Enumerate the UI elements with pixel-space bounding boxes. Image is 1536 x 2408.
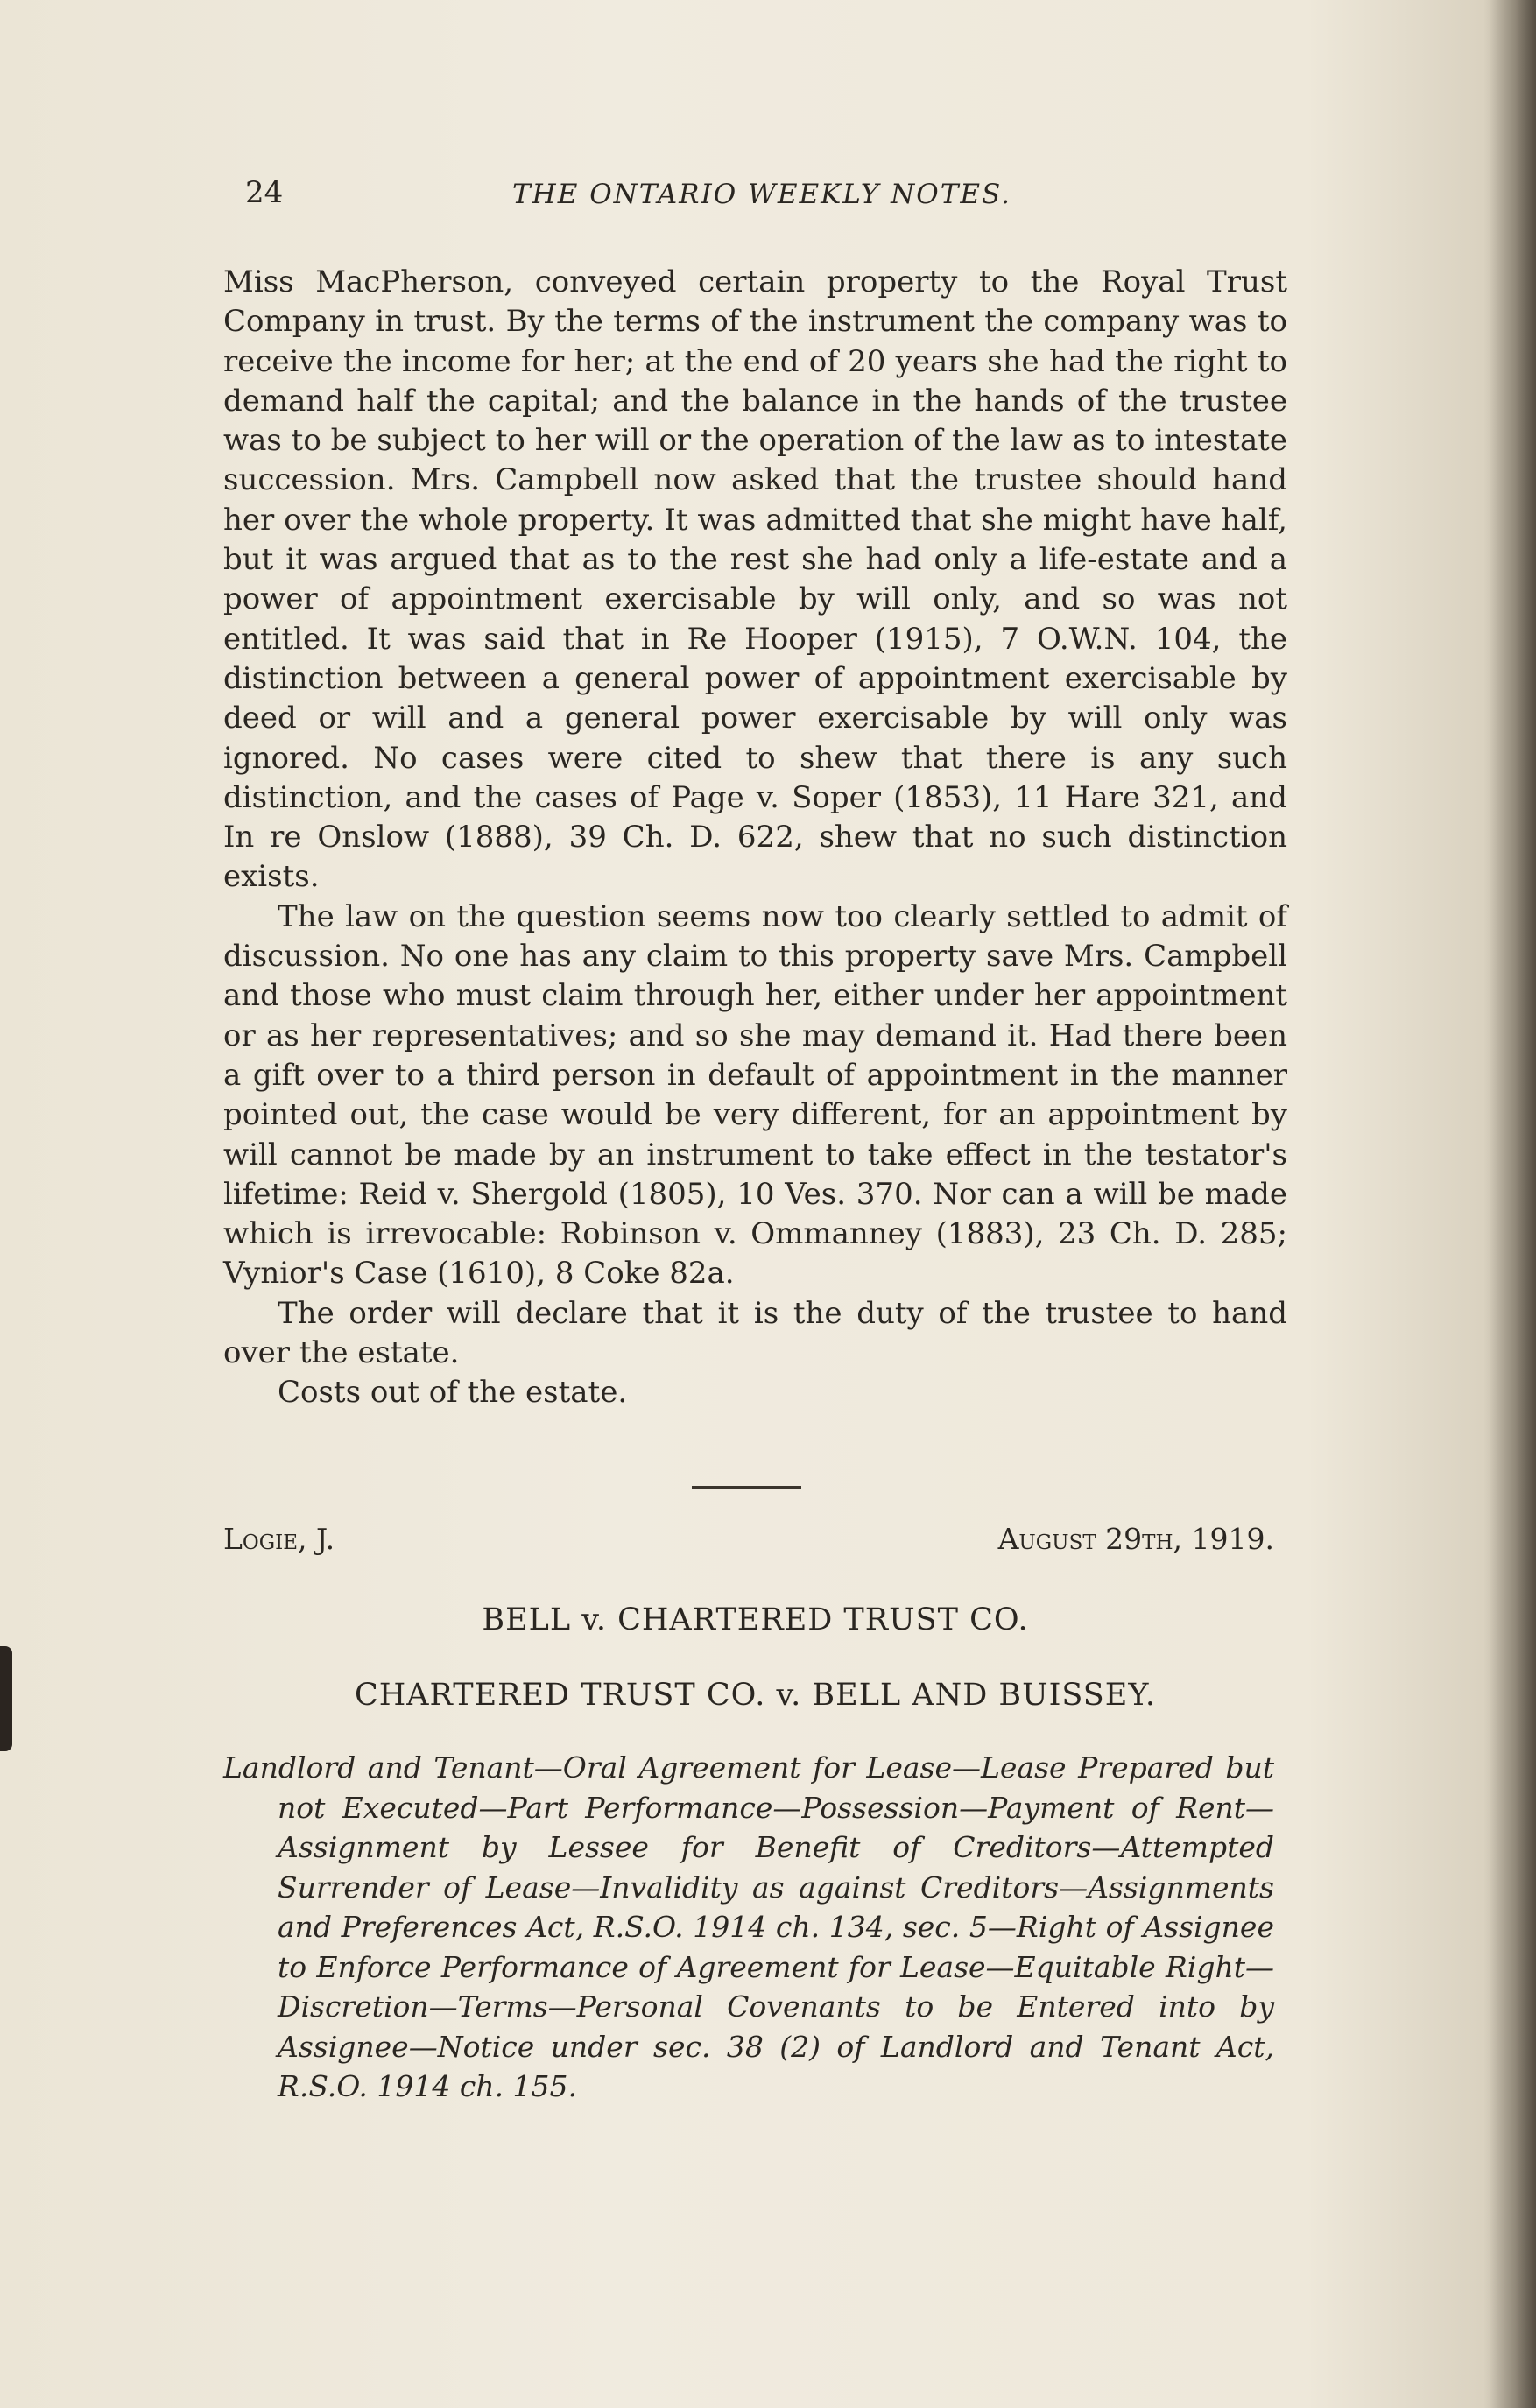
page-edge-shadow bbox=[1483, 0, 1536, 2408]
case-title: BELL v. CHARTERED TRUST CO. bbox=[482, 1602, 1029, 1637]
scan-margin-mark bbox=[0, 1646, 12, 1751]
case-heading-line bbox=[223, 1522, 1274, 1564]
paragraph: Costs out of the estate. bbox=[278, 1375, 628, 1411]
paragraph: The law on the question seems now too clearly settled to admit of discussion. No one has any claim to this property save Mrs. Campbell and those who must claim through her, either under her appointment or as her representatives; and so she may demand it. Had there been a gift over to a third person in default of appointment in the manner pointed out, the case would be very different, for an appointment by will cannot be made by an instrument to take effect in the testator's lifetime: Reid v. Shergold (1805), 10 Ves. 370. Nor can a will be made which is irrevocable: Robinson v. Ommanney (1883), 23 Ch. D. 285; Vynior's Case (1610), 8 Coke 82a. bbox=[223, 898, 1287, 1292]
paragraph: Miss MacPherson, conveyed certain property to the Royal Trust Company in trust. By the terms of the instrument the company was to receive the income for her; at the end of 20 years she had the right to demand half the capital; and the balance in the hands of the trustee was to be subject to her will or the operation of the law as to intestate succession. Mrs. Campbell now asked that the trustee should hand her over the whole property. It was admitted that she might have half, but it was argued that as to the rest she had only a life-estate and a power of appointment exercisable by will only, and so was not entitled. It was said that in Re Hooper (1915), 7 O.W.N. 104, the distinction between a general power of appointment exercisable by deed or will and a general power exercisable by will only was ignored. No cases were cited to shew that there is any such distinction, and the cases of Page v. Soper (1853), 11 Hare 321, and In re Onslow (1888), 39 Ch. D. 622, shew that no such distinction exists. bbox=[223, 264, 1287, 895]
judge-name: Logie, J. bbox=[223, 1522, 335, 1556]
paragraph: The order will declare that it is the duty of the trustee to hand over the estate. bbox=[223, 1295, 1287, 1371]
headnote: Landlord and Tenant—Oral Agreement for Lease—Lease Prepared but not Executed—Part Performance—Possession—Payment of Rent—Assignment by Lessee for Benefit of Creditors—Attempted Surrender of Lease—Invalidity as against Creditors—Assignments and Preferences Act, R.S.O. 1914 ch. 134, sec. 5—Right of Assignee to Enforce Performance of Agreement for Lease—Equitable Right—Discretion—Terms—Personal Covenants to be Entered into by Assignee—Notice under sec. 38 (2) of Landlord and Tenant Act, R.S.O. 1914 ch. 155. bbox=[223, 1750, 1274, 2103]
case-title: CHARTERED TRUST CO. v. BELL AND BUISSEY. bbox=[354, 1678, 1157, 1713]
judgment-text bbox=[223, 263, 1287, 1413]
page-number: 24 bbox=[245, 175, 284, 210]
journal-title: THE ONTARIO WEEKLY NOTES. bbox=[512, 179, 1011, 210]
judgment-date: August 29th, 1919. bbox=[997, 1522, 1274, 1556]
running-head bbox=[245, 175, 1279, 219]
section-divider bbox=[692, 1486, 801, 1489]
